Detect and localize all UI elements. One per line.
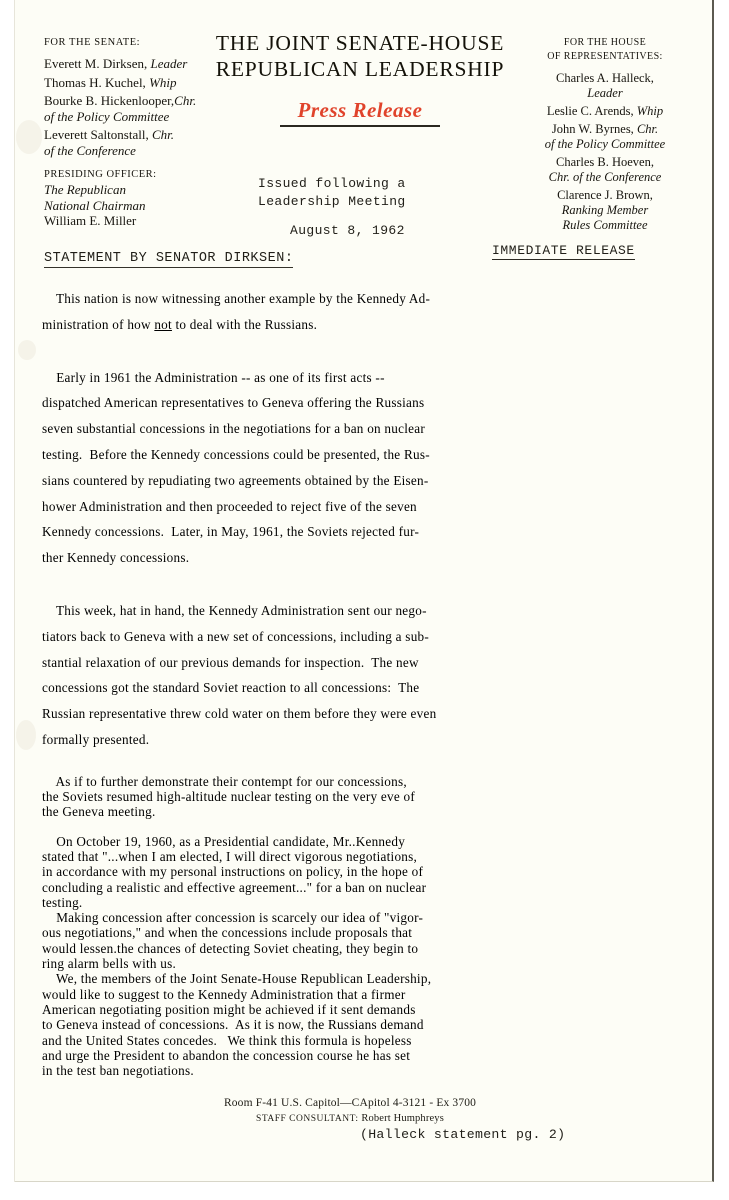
house-member bbox=[520, 71, 690, 101]
body-line: concluding a realistic and effective agreement..." for a ban on nuclear bbox=[42, 879, 427, 895]
paragraph-gap bbox=[42, 757, 672, 774]
body-line: ring alarm bells with us. bbox=[42, 956, 177, 972]
member-name: Charles B. Hoeven, bbox=[556, 155, 654, 169]
footer bbox=[0, 1096, 700, 1127]
body-line-part: to deal with the Russians. bbox=[171, 316, 318, 332]
press-release-rule bbox=[280, 125, 440, 127]
statement-heading: STATEMENT BY SENATOR DIRKSEN: bbox=[44, 251, 294, 266]
member-role: Chr. bbox=[174, 93, 197, 108]
body-line: would like to suggest to the Kennedy Administration that a firmer bbox=[42, 986, 406, 1002]
member-role: Leader bbox=[587, 86, 623, 100]
body-line: On October 19, 1960, as a Presidential candidate, Mr..Kennedy bbox=[42, 833, 406, 849]
member-role-detail: Ranking Member bbox=[561, 203, 649, 217]
member-name: Clarence J. Brown, bbox=[557, 188, 653, 202]
presiding-officer-block bbox=[44, 182, 219, 229]
body-line: ther Kennedy concessions. bbox=[42, 550, 190, 566]
member-name: Thomas H. Kuchel, bbox=[44, 74, 146, 90]
senate-roster bbox=[44, 36, 219, 229]
body-line-part: ministration of how bbox=[42, 316, 155, 332]
halleck-continuation-note: (Halleck statement pg. 2) bbox=[360, 1127, 566, 1142]
senate-member bbox=[44, 56, 219, 72]
staff-consultant-label: STAFF CONSULTANT: bbox=[256, 1114, 359, 1124]
body-line: Early in 1961 the Administration -- as one of its first acts -- bbox=[42, 369, 385, 385]
issued-line-1: Issued following a bbox=[258, 176, 406, 191]
press-release-banner bbox=[280, 98, 440, 127]
body-line: hower Administration and then proceeded to reject five of the seven bbox=[42, 498, 417, 514]
body-line: the Soviets resumed high-altitude nuclear testing on the very eve of bbox=[42, 789, 415, 805]
body-line: and urge the President to abandon the concession course he has set bbox=[42, 1047, 411, 1063]
body-line: seven substantial concessions in the negotiations for a ban on nuclear bbox=[42, 421, 425, 437]
paragraph-6 bbox=[42, 910, 672, 971]
presiding-line-1: The Republican bbox=[44, 182, 126, 197]
staff-consultant-name: Robert Humphreys bbox=[361, 1113, 444, 1124]
member-name: Leslie C. Arends, bbox=[546, 104, 634, 118]
masthead bbox=[200, 30, 520, 127]
paragraph-2 bbox=[42, 365, 672, 571]
body-line: This nation is now witnessing another example by the Kennedy Ad- bbox=[42, 291, 431, 306]
body-line: formally presented. bbox=[42, 731, 150, 747]
body-line: stated that "...when I am elected, I will direct vigorous negotiations, bbox=[42, 848, 418, 864]
body-line: testing. Before the Kennedy concessions could be presented, the Rus- bbox=[42, 446, 430, 462]
member-name: Bourke B. Hickenlooper, bbox=[44, 93, 175, 108]
member-role: Leader bbox=[150, 56, 188, 71]
issued-line-2: Leadership Meeting bbox=[258, 194, 406, 209]
member-role-detail-2: Rules Committee bbox=[562, 218, 648, 232]
press-release-label: Press Release bbox=[297, 98, 423, 122]
presiding-officer-name: William E. Miller bbox=[44, 213, 137, 228]
member-role-detail: of the Policy Committee bbox=[44, 108, 170, 124]
senate-member bbox=[44, 75, 219, 91]
body-text bbox=[42, 286, 672, 1078]
presiding-officer-heading: PRESIDING OFFICER: bbox=[44, 169, 157, 180]
house-member bbox=[520, 155, 690, 185]
scan-blemish bbox=[16, 720, 36, 750]
body-line bbox=[42, 312, 672, 338]
member-role: Chr. bbox=[636, 122, 659, 136]
masthead-line-1: THE JOINT SENATE-HOUSE bbox=[215, 31, 505, 55]
member-role: Whip bbox=[149, 74, 177, 90]
body-line: stantial relaxation of our previous demands for inspection. The new bbox=[42, 654, 419, 670]
emphasis-not: not bbox=[154, 316, 172, 332]
paragraph-gap bbox=[42, 342, 672, 365]
house-member bbox=[520, 188, 690, 233]
member-name: Everett M. Dirksen, bbox=[44, 56, 148, 71]
paragraph-7 bbox=[42, 971, 672, 1078]
member-name: Leverett Saltonstall, bbox=[44, 127, 149, 142]
body-line: We, the members of the Joint Senate-House Republican Leadership, bbox=[42, 971, 432, 987]
house-roster-heading-line1: FOR THE HOUSE bbox=[563, 37, 647, 48]
paragraph-3 bbox=[42, 598, 672, 753]
body-line: sians countered by repudiating two agreements obtained by the Eisen- bbox=[42, 472, 429, 488]
issued-block bbox=[258, 175, 488, 211]
senate-member bbox=[44, 127, 219, 158]
body-line: and the United States concedes. We think this formula is hopeless bbox=[42, 1032, 412, 1048]
presiding-line-2: National Chairman bbox=[44, 197, 146, 213]
paragraph-gap bbox=[42, 575, 672, 598]
house-roster bbox=[520, 36, 690, 236]
footer-staff-consultant bbox=[0, 1111, 700, 1127]
paragraph-gap bbox=[42, 820, 672, 834]
paragraph-1 bbox=[42, 286, 672, 338]
senate-roster-heading: FOR THE SENATE: bbox=[44, 37, 141, 48]
scan-blemish bbox=[18, 340, 36, 360]
paragraph-4 bbox=[42, 774, 672, 820]
member-role-detail: Chr. of the Conference bbox=[548, 170, 662, 184]
member-name: John W. Byrnes, bbox=[551, 122, 634, 136]
member-role: Whip bbox=[636, 104, 664, 118]
body-line: tiators back to Geneva with a new set of concessions, including a sub- bbox=[42, 628, 430, 644]
house-member bbox=[520, 104, 690, 119]
body-line: American negotiating position might be achieved if it sent demands bbox=[42, 1001, 416, 1017]
body-line: would lessen.the chances of detecting Soviet cheating, they begin to bbox=[42, 940, 419, 956]
body-line: the Geneva meeting. bbox=[42, 804, 156, 820]
body-line: Making concession after concession is scarcely our idea of "vigor- bbox=[42, 910, 424, 926]
body-line: This week, hat in hand, the Kennedy Administration sent our nego- bbox=[42, 602, 427, 618]
immediate-release-label: IMMEDIATE RELEASE bbox=[492, 243, 635, 258]
body-line: Kennedy concessions. Later, in May, 1961, the Soviets rejected fur- bbox=[42, 524, 420, 540]
house-member bbox=[520, 122, 690, 152]
body-line: in accordance with my personal instructions on policy, in the hope of bbox=[42, 864, 424, 880]
member-role-detail: of the Policy Committee bbox=[544, 137, 666, 151]
member-role-detail: of the Conference bbox=[44, 142, 136, 158]
body-line: As if to further demonstrate their contempt for our concessions, bbox=[42, 773, 407, 789]
member-role: Chr. bbox=[151, 127, 174, 142]
member-name: Charles A. Halleck, bbox=[556, 71, 654, 85]
issued-date: August 8, 1962 bbox=[290, 223, 405, 238]
house-roster-heading-line2: OF REPRESENTATIVES: bbox=[547, 51, 663, 62]
paragraph-5 bbox=[42, 834, 672, 910]
body-line: in the test ban negotiations. bbox=[42, 1063, 194, 1079]
body-line: ous negotiations," and when the concessions include proposals that bbox=[42, 925, 413, 941]
body-line: concessions got the standard Soviet reaction to all concessions: The bbox=[42, 680, 420, 696]
masthead-line-2: REPUBLICAN LEADERSHIP bbox=[215, 57, 505, 81]
footer-address: Room F-41 U.S. Capitol—CApitol 4-3121 - Ex 3700 bbox=[223, 1097, 477, 1109]
body-line: Russian representative threw cold water on them before they were even bbox=[42, 706, 437, 722]
body-line: dispatched American representatives to Geneva offering the Russians bbox=[42, 395, 425, 411]
letterhead bbox=[0, 0, 700, 258]
body-line: to Geneva instead of concessions. As it is now, the Russians demand bbox=[42, 1017, 424, 1033]
senate-member bbox=[44, 93, 219, 124]
body-line: testing. bbox=[42, 894, 83, 910]
